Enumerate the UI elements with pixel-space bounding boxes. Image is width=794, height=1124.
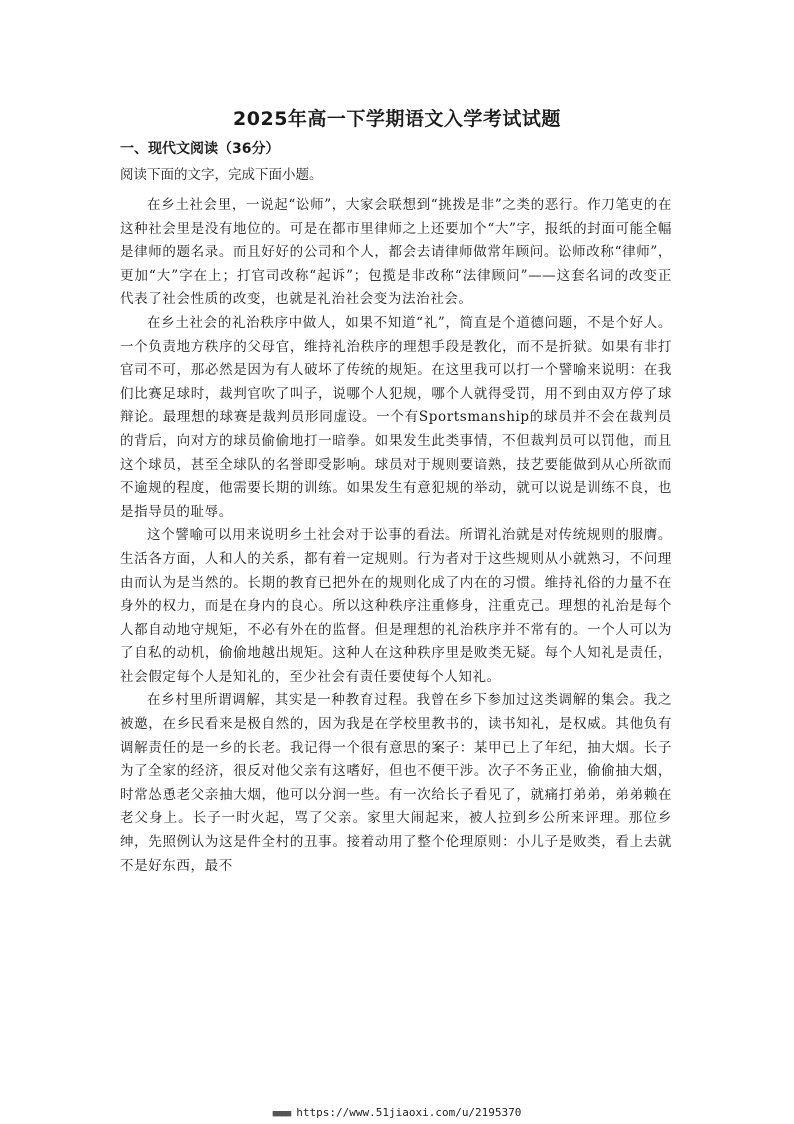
passage-paragraph: 在乡村里所谓调解，其实是一种教育过程。我曾在乡下参加过这类调解的集会。我之被邀，在乡民看来是极自然的，因为我是在学校里教书的，读书知礼，是权威。其他负有调解责任的是一乡的长老。我记得一个很有意思的案子：某甲已上了年纪，抽大烟。长子为了全家的经济，很反对他父亲有这嗜好，但也不便干涉。次子不务正业，偷偷抽大烟，时常怂恿老父亲抽大烟，他可以分润一些。有一次给长子看见了，就痛打弟弟，弟弟赖在老父身上。长子一时火起，骂了父亲。家里大闹起来，被人拉到乡公所来评理。那位乡绅，先照例认为这是件全村的丑事。接着动用了整个伦理原则：小儿子是败类，看上去就不是好东西，最不 xyxy=(120,692,672,874)
footer-watermark-mark: ■■■■ xyxy=(272,1109,291,1119)
footer-url: https://www.51jiaoxi.com/u/2195370 xyxy=(296,1106,522,1119)
passage-body xyxy=(120,194,672,878)
passage-paragraph: 在乡土社会里，一说起“讼师”，大家会联想到“挑拨是非”之类的恶行。作刀笔吏的在这种社会里是没有地位的。可是在都市里律师之上还要加个“大”字，报纸的封面可能全幅是律师的题名录。而且好好的公司和个人，都会去请律师做常年顾问。讼师改称“律师”，更加“大”字在上；打官司改称“起诉”；包揽是非改称“法律顾问”——这套名词的改变正代表了社会性质的改变，也就是礼治社会变为法治社会。 xyxy=(120,197,672,308)
document-title: 2025年高一下学期语文入学考试试题 xyxy=(233,108,561,130)
page-footer xyxy=(0,1106,794,1119)
reading-instruction: 阅读下面的文字，完成下面小题。 xyxy=(120,167,323,183)
passage-paragraph: 在乡土社会的礼治秩序中做人，如果不知道“礼”，简直是个道德问题，不是个好人。一个负责地方秩序的父母官，维持礼治秩序的理想手段是教化，而不是折狱。如果有非打官司不可，那必然是因为有人破坏了传统的规矩。在这里我可以打一个譬喻来说明：在我们比赛足球时，裁判官吹了叫子，说哪个人犯规，哪个人就得受罚，用不到由双方停了球辩论。最理想的球赛是裁判员形同虚设。一个有Sportsmanship的球员并不会在裁判员的背后，向对方的球员偷偷地打一暗拳。如果发生此类事情，不但裁判员可以罚他，而且这个球员，甚至全球队的名誉即受影响。球员对于规则要谙熟，技艺要能做到从心所欲而不逾规的程度，他需要长期的训练。如果发生有意犯规的举动，就可以说是训练不良，也是指导员的耻辱。 xyxy=(120,314,672,520)
passage-paragraph: 这个譬喻可以用来说明乡土社会对于讼事的看法。所谓礼治就是对传统规则的服膺。生活各方面，人和人的关系，都有着一定规则。行为者对于这些规则从小就熟习，不问理由而认为是当然的。长期的教育已把外在的规则化成了内在的习惯。维持礼俗的力量不在身外的权力，而是在身内的良心。所以这种秩序注重修身，注重克己。理想的礼治是每个人都自动地守规矩，不必有外在的监督。但是理想的礼治秩序并不常有的。一个人可以为了自私的动机，偷偷地越出规矩。这种人在这种秩序里是败类无疑。每个人知礼是责任，社会假定每个人是知礼的，至少社会有责任要使每个人知礼。 xyxy=(120,527,672,685)
section-heading: 一、现代文阅读（36分） xyxy=(120,141,280,157)
